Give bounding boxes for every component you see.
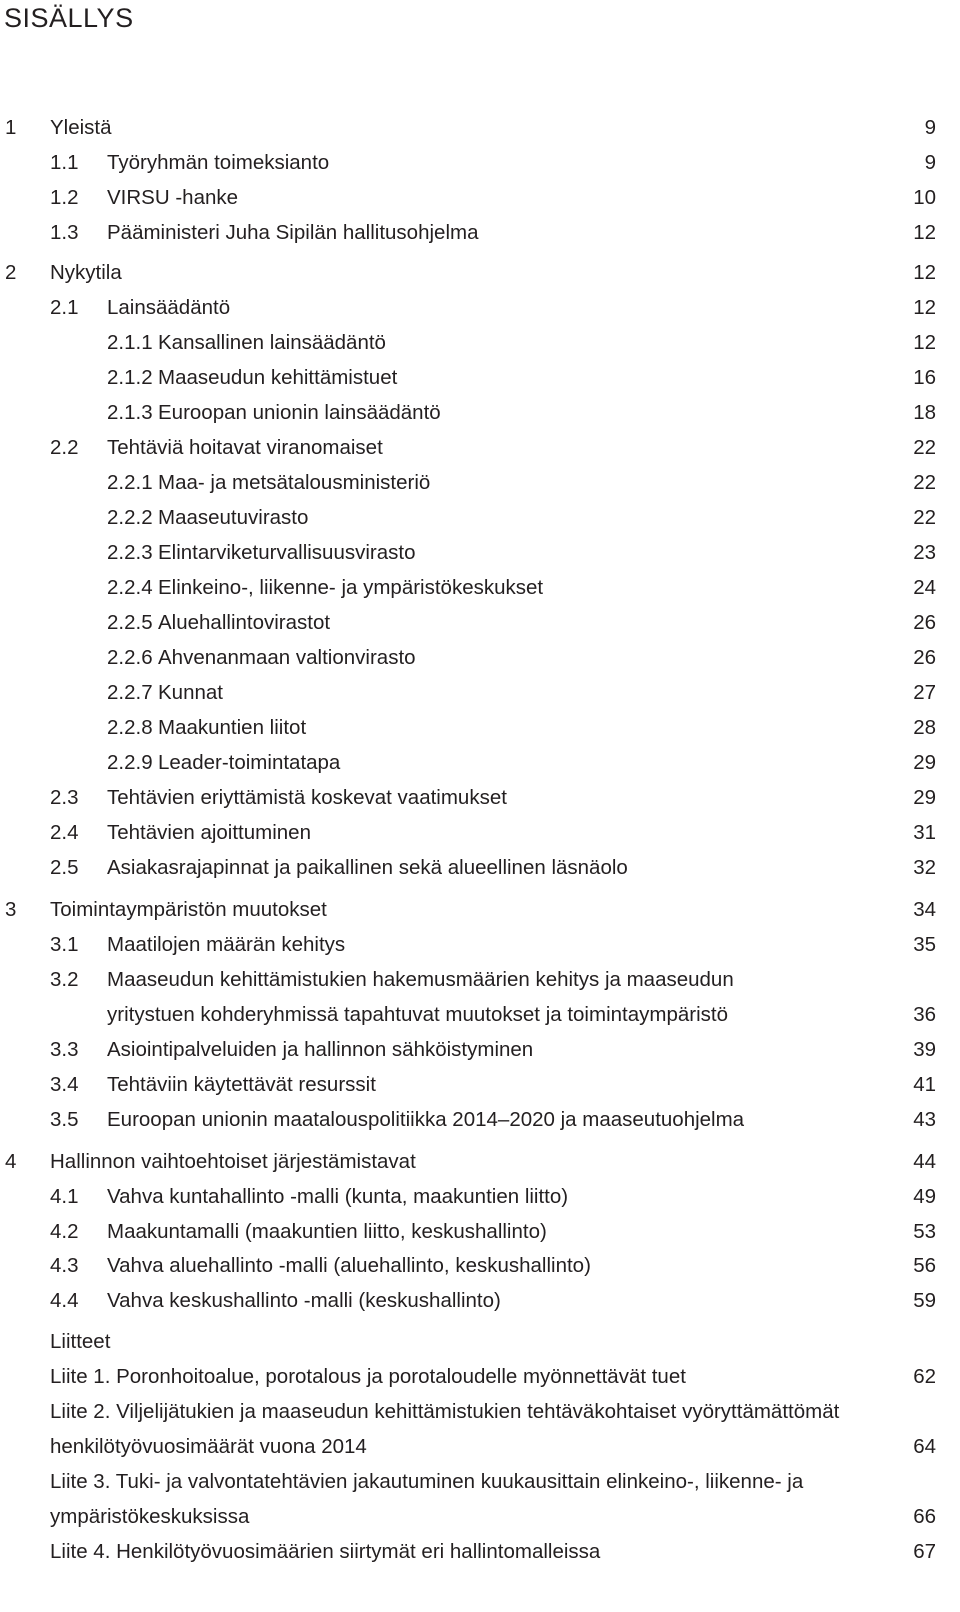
toc-entry-title: Työryhmän toimeksianto <box>107 151 330 174</box>
toc-entry-continuation[interactable] <box>0 1503 960 1531</box>
toc-entry-number: 2.1.2 <box>107 366 153 389</box>
toc-entry-title: Aluehallintovirastot <box>158 611 331 634</box>
toc-entry-page: 27 <box>913 681 936 704</box>
toc-entry-subsection[interactable] <box>0 574 960 602</box>
toc-entry-section[interactable] <box>0 1036 960 1064</box>
toc-entry-page: 18 <box>913 401 936 424</box>
toc-entry-section[interactable] <box>0 854 960 882</box>
toc-entry-title: Euroopan unionin maatalouspolitiikka 2014–2020 ja maaseutuohjelma <box>107 1108 745 1131</box>
toc-entry-title: Vahva kuntahallinto -malli (kunta, maakuntien liitto) <box>107 1185 569 1208</box>
toc-entry-appendix[interactable] <box>0 1398 960 1426</box>
toc-entry-subsection[interactable] <box>0 399 960 427</box>
toc-entry-appendix[interactable] <box>0 1468 960 1496</box>
toc-entry-section[interactable] <box>0 149 960 177</box>
toc-entry-number: 4.3 <box>50 1254 79 1277</box>
toc-entry-title: Pääministeri Juha Sipilän hallitusohjelma <box>107 221 479 244</box>
toc-entry-subsection[interactable] <box>0 714 960 742</box>
toc-entry-page: 29 <box>913 786 936 809</box>
toc-entry-page: 10 <box>913 186 936 209</box>
toc-entry-subsection[interactable] <box>0 749 960 777</box>
toc-entry-section[interactable] <box>0 1252 960 1280</box>
toc-entry-number: 4.4 <box>50 1289 79 1312</box>
toc-entry-number: 2.2.8 <box>107 716 153 739</box>
toc-entry-number: 4.2 <box>50 1220 79 1243</box>
toc-entry-number: 2.2.1 <box>107 471 153 494</box>
toc-entry-section[interactable] <box>0 784 960 812</box>
toc-entry-page: 12 <box>913 331 936 354</box>
toc-entry-title: Maakuntien liitot <box>158 716 307 739</box>
toc-entry-section[interactable] <box>0 434 960 462</box>
toc-entry-appendix[interactable] <box>0 1538 960 1566</box>
toc-entry-page: 53 <box>913 1220 936 1243</box>
toc-entry-title: ympäristökeskuksissa <box>50 1505 250 1528</box>
toc-entry-page: 26 <box>913 611 936 634</box>
toc-entry-number: 2 <box>5 261 17 284</box>
toc-entry-title: Kunnat <box>158 681 223 704</box>
toc-entry-title: Liite 4. Henkilötyövuosimäärien siirtymät eri hallintomalleissa <box>50 1540 601 1563</box>
toc-entry-title: Maatilojen määrän kehitys <box>107 933 346 956</box>
toc-entry-number: 3.2 <box>50 968 79 991</box>
toc-entry-section[interactable] <box>0 1287 960 1315</box>
toc-entry-number: 2.2 <box>50 436 79 459</box>
toc-entry-number: 1.3 <box>50 221 79 244</box>
toc-entry-title: Vahva keskushallinto -malli (keskushallinto) <box>107 1289 501 1312</box>
toc-entry-number: 2.1.1 <box>107 331 153 354</box>
toc-entry-number: 3 <box>5 898 17 921</box>
toc-entry-title: Liite 1. Poronhoitoalue, porotalous ja porotaloudelle myönnettävät tuet <box>50 1365 686 1388</box>
toc-entry-title: Asiointipalveluiden ja hallinnon sähköistyminen <box>107 1038 534 1061</box>
toc-entry-title: VIRSU -hanke <box>107 186 239 209</box>
toc-entry-page: 22 <box>913 506 936 529</box>
toc-entry-number: 2.2.5 <box>107 611 153 634</box>
toc-entry-page: 23 <box>913 541 936 564</box>
toc-entry-page: 12 <box>913 261 936 284</box>
toc-entry-number: 2.2.9 <box>107 751 153 774</box>
toc-entry-title: Kansallinen lainsäädäntö <box>158 331 386 354</box>
toc-entry-section[interactable] <box>0 1183 960 1211</box>
toc-entry-page: 31 <box>913 821 936 844</box>
toc-entry-title: Elinkeino-, liikenne- ja ympäristökeskukset <box>158 576 544 599</box>
toc-entry-title: Leader-toimintatapa <box>158 751 341 774</box>
toc-entry-number: 2.1 <box>50 296 79 319</box>
toc-entry-subsection[interactable] <box>0 679 960 707</box>
toc-entry-page: 56 <box>913 1254 936 1277</box>
toc-entry-title: Maa- ja metsätalousministeriö <box>158 471 431 494</box>
toc-entry-number: 3.3 <box>50 1038 79 1061</box>
toc-entry-number: 2.2.4 <box>107 576 153 599</box>
toc-entry-title: Euroopan unionin lainsäädäntö <box>158 401 441 424</box>
toc-entry-title: Toimintaympäristön muutokset <box>50 898 327 921</box>
toc-entry-section[interactable] <box>0 184 960 212</box>
toc-entry-number: 2.5 <box>50 856 79 879</box>
toc-entry-title: Tehtävien eriyttämistä koskevat vaatimukset <box>107 786 507 809</box>
toc-entry-number: 2.3 <box>50 786 79 809</box>
toc-appendix-heading <box>0 1328 960 1356</box>
toc-entry-number: 2.4 <box>50 821 79 844</box>
toc-entry-page: 43 <box>913 1108 936 1131</box>
toc-entry-page: 41 <box>913 1073 936 1096</box>
toc-entry-page: 22 <box>913 471 936 494</box>
toc-entry-page: 35 <box>913 933 936 956</box>
toc-entry-page: 9 <box>924 116 936 139</box>
toc-entry-chapter[interactable] <box>0 259 960 287</box>
toc-entry-number: 1.2 <box>50 186 79 209</box>
toc-entry-number: 2.1.3 <box>107 401 153 424</box>
toc-entry-chapter[interactable] <box>0 896 960 924</box>
toc-entry-title: Vahva aluehallinto -malli (aluehallinto, keskushallinto) <box>107 1254 591 1277</box>
toc-entry-title: Asiakasrajapinnat ja paikallinen sekä alueellinen läsnäolo <box>107 856 628 879</box>
toc-entry-title: Maakuntamalli (maakuntien liitto, keskushallinto) <box>107 1220 547 1243</box>
toc-entry-appendix[interactable] <box>0 1363 960 1391</box>
toc-entry-continuation[interactable] <box>0 1001 960 1029</box>
toc-entry-page: 16 <box>913 366 936 389</box>
toc-entry-page: 64 <box>913 1435 936 1458</box>
toc-entry-title: Yleistä <box>50 116 112 139</box>
toc-entry-title: Tehtäviä hoitavat viranomaiset <box>107 436 383 459</box>
toc-entry-page: 66 <box>913 1505 936 1528</box>
toc-entry-subsection[interactable] <box>0 609 960 637</box>
toc-entry-page: 34 <box>913 898 936 921</box>
toc-entry-subsection[interactable] <box>0 469 960 497</box>
toc-entry-section[interactable] <box>0 931 960 959</box>
toc-entry-page: 12 <box>913 221 936 244</box>
toc-entry-number: 1.1 <box>50 151 79 174</box>
page-title: SISÄLLYS <box>4 3 134 33</box>
toc-entry-title: Liite 2. Viljelijätukien ja maaseudun kehittämistukien tehtäväkohtaiset vyöryttämättömät <box>50 1400 840 1423</box>
toc-entry-page: 9 <box>924 151 936 174</box>
toc-entry-page: 36 <box>913 1003 936 1026</box>
toc-entry-subsection[interactable] <box>0 644 960 672</box>
toc-entry-section[interactable] <box>0 294 960 322</box>
toc-entry-subsection[interactable] <box>0 504 960 532</box>
toc-entry-page: 44 <box>913 1150 936 1173</box>
toc-entry-page: 22 <box>913 436 936 459</box>
toc-entry-number: 2.2.6 <box>107 646 153 669</box>
toc-entry-title: Ahvenanmaan valtionvirasto <box>158 646 416 669</box>
toc-entry-continuation[interactable] <box>0 1433 960 1461</box>
toc-entry-title: Lainsäädäntö <box>107 296 231 319</box>
toc-entry-number: 4.1 <box>50 1185 79 1208</box>
toc-entry-number: 2.2.7 <box>107 681 153 704</box>
toc-entry-page: 26 <box>913 646 936 669</box>
toc-entry-chapter[interactable] <box>0 114 960 142</box>
toc-entry-number: 2.2.2 <box>107 506 153 529</box>
toc-entry-page: 39 <box>913 1038 936 1061</box>
toc-entry-page: 24 <box>913 576 936 599</box>
toc-entry-number: 3.4 <box>50 1073 79 1096</box>
toc-entry-number: 3.5 <box>50 1108 79 1131</box>
toc-entry-number: 2.2.3 <box>107 541 153 564</box>
toc-entry-section[interactable] <box>0 1071 960 1099</box>
toc-entry-page: 28 <box>913 716 936 739</box>
toc-entry-page: 29 <box>913 751 936 774</box>
toc-entry-subsection[interactable] <box>0 539 960 567</box>
toc-entry-number: 3.1 <box>50 933 79 956</box>
toc-entry-page: 59 <box>913 1289 936 1312</box>
toc-entry-number: 1 <box>5 116 17 139</box>
toc-entry-section[interactable] <box>0 966 960 994</box>
toc-entry-title: Tehtävien ajoittuminen <box>107 821 311 844</box>
toc-entry-title: Maaseudun kehittämistukien hakemusmäärien kehitys ja maaseudun <box>107 968 734 991</box>
toc-entry-page: 49 <box>913 1185 936 1208</box>
toc-entry-subsection[interactable] <box>0 329 960 357</box>
toc-entry-section[interactable] <box>0 219 960 247</box>
toc-entry-title: Elintarviketurvallisuusvirasto <box>158 541 416 564</box>
toc-entry-title: Liite 3. Tuki- ja valvontatehtävien jakautuminen kuukausittain elinkeino-, liikenne- ja <box>50 1470 804 1493</box>
toc-entry-number: 4 <box>5 1150 17 1173</box>
toc-entry-section[interactable] <box>0 1106 960 1134</box>
toc-entry-subsection[interactable] <box>0 364 960 392</box>
toc-entry-chapter[interactable] <box>0 1148 960 1176</box>
toc-entry-page: 12 <box>913 296 936 319</box>
toc-entry-title: Maaseudun kehittämistuet <box>158 366 398 389</box>
toc-entry-title: henkilötyövuosimäärät vuona 2014 <box>50 1435 367 1458</box>
toc-entry-title: Maaseutuvirasto <box>158 506 309 529</box>
toc-entry-title: Hallinnon vaihtoehtoiset järjestämistavat <box>50 1150 416 1173</box>
toc-entry-title: Tehtäviin käytettävät resurssit <box>107 1073 376 1096</box>
toc-entry-page: 67 <box>913 1540 936 1563</box>
toc-entry-page: 62 <box>913 1365 936 1388</box>
toc-entry-page: 32 <box>913 856 936 879</box>
appendix-heading: Liitteet <box>50 1330 111 1353</box>
toc-entry-section[interactable] <box>0 1218 960 1246</box>
toc-entry-title: yritystuen kohderyhmissä tapahtuvat muutokset ja toimintaympäristö <box>107 1003 728 1026</box>
toc-entry-section[interactable] <box>0 819 960 847</box>
toc-entry-title: Nykytila <box>50 261 122 284</box>
